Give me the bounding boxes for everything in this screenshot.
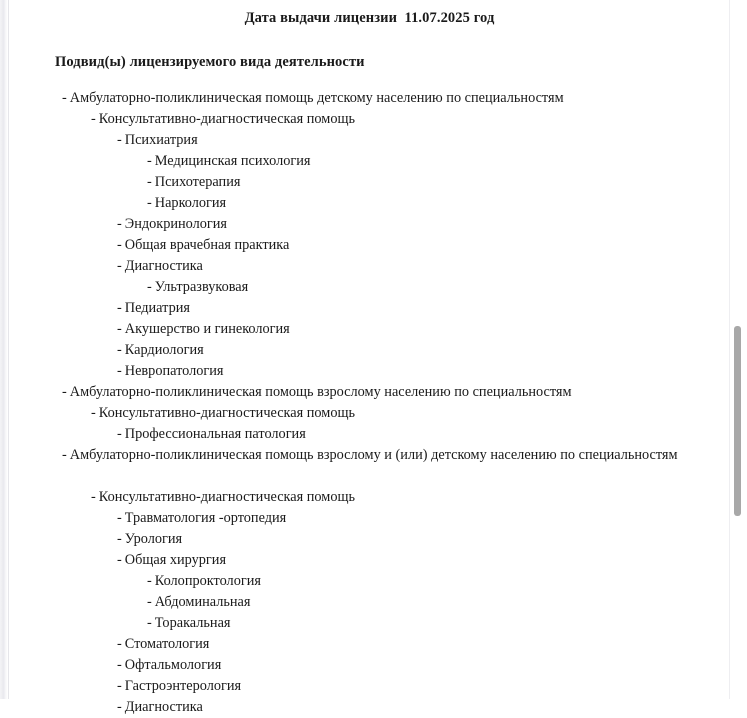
bullet-dash-icon: - (117, 237, 122, 253)
tree-item-label: Амбулаторно-поликлиническая помощь детскому населению по специальностям (69, 90, 564, 106)
tree-item-level-4 (10, 592, 729, 613)
tree-item-label: Психотерапия (154, 174, 241, 190)
tree-item-level-3 (10, 361, 729, 382)
tree-item-label: Кардиология (124, 342, 204, 358)
bullet-dash-icon: - (91, 405, 96, 421)
tree-item-label: Абдоминальная (154, 594, 251, 610)
tree-item-label: Колопроктология (154, 573, 261, 589)
tree-item-label: Общая хирургия (124, 552, 227, 568)
bullet-dash-icon: - (147, 279, 152, 295)
tree-item-level-2 (10, 109, 729, 130)
tree-item-label: Гастроэнтерология (124, 678, 242, 694)
bullet-dash-icon: - (117, 510, 122, 526)
tree-spacer (10, 466, 729, 487)
scrollbar-thumb[interactable] (734, 326, 741, 516)
tree-item-label: Урология (124, 531, 183, 547)
tree-item-level-3 (10, 634, 729, 655)
bullet-dash-icon: - (117, 216, 122, 232)
bullet-dash-icon: - (62, 447, 67, 463)
tree-item-label: Диагностика (124, 699, 203, 715)
bullet-dash-icon: - (147, 174, 152, 190)
tree-item-label: Стоматология (124, 636, 210, 652)
tree-item-level-3 (10, 676, 729, 697)
tree-item-level-3 (10, 256, 729, 277)
tree-item-level-4 (10, 193, 729, 214)
tree-item-level-3 (10, 529, 729, 550)
bullet-dash-icon: - (147, 195, 152, 211)
tree-item-label: Акушерство и гинекология (124, 321, 290, 337)
tree-item-label: Диагностика (124, 258, 203, 274)
tree-item-level-3 (10, 130, 729, 151)
tree-item-label: Ультразвуковая (154, 279, 249, 295)
tree-item-level-3 (10, 340, 729, 361)
section-heading: Подвид(ы) лицензируемого вида деятельности (55, 54, 365, 70)
tree-item-label: Наркология (154, 195, 227, 211)
tree-item-level-1 (10, 445, 729, 466)
tree-item-level-3 (10, 298, 729, 319)
bullet-dash-icon: - (117, 321, 122, 337)
tree-item-label: Эндокринология (124, 216, 228, 232)
tree-item-level-4 (10, 613, 729, 634)
tree-item-level-3 (10, 508, 729, 529)
tree-item-level-3 (10, 319, 729, 340)
bullet-dash-icon: - (117, 426, 122, 442)
bullet-dash-icon: - (117, 363, 122, 379)
bullet-dash-icon: - (117, 258, 122, 274)
page-title: Дата выдачи лицензии 11.07.2025 год (244, 10, 495, 26)
tree-item-level-3 (10, 655, 729, 676)
document-page (10, 0, 729, 715)
tree-item-label: Торакальная (154, 615, 231, 631)
bullet-dash-icon: - (117, 657, 122, 673)
tree-item-label: Невропатология (124, 363, 224, 379)
tree-item-label: Медицинская психология (154, 153, 311, 169)
tree-item-level-4 (10, 172, 729, 193)
tree-item-level-1 (10, 382, 729, 403)
tree-item-level-2 (10, 487, 729, 508)
tree-item-label: Педиатрия (124, 300, 190, 316)
vertical-scrollbar[interactable] (734, 0, 741, 699)
bullet-dash-icon: - (117, 300, 122, 316)
tree-item-label: Консультативно-диагностическая помощь (98, 405, 356, 421)
tree-item-level-2 (10, 403, 729, 424)
tree-item-label: Консультативно-диагностическая помощь (98, 111, 356, 127)
bullet-dash-icon: - (62, 384, 67, 400)
tree-item-level-4 (10, 151, 729, 172)
bullet-dash-icon: - (147, 615, 152, 631)
bullet-dash-icon: - (91, 111, 96, 127)
activity-subtype-tree (10, 71, 729, 718)
bullet-dash-icon: - (147, 573, 152, 589)
bullet-dash-icon: - (117, 342, 122, 358)
tree-item-label: Травматология -ортопедия (124, 510, 287, 526)
tree-item-level-3 (10, 214, 729, 235)
bullet-dash-icon: - (117, 132, 122, 148)
bullet-dash-icon: - (117, 678, 122, 694)
bullet-dash-icon: - (117, 531, 122, 547)
tree-item-level-3 (10, 550, 729, 571)
tree-item-label: Амбулаторно-поликлиническая помощь взрослому и (или) детскому населению по специальностям (69, 447, 678, 463)
tree-item-level-3 (10, 424, 729, 445)
tree-item-label: Амбулаторно-поликлиническая помощь взрослому населению по специальностям (69, 384, 572, 400)
tree-item-level-3 (10, 697, 729, 718)
tree-item-level-4 (10, 277, 729, 298)
tree-item-level-4 (10, 571, 729, 592)
bullet-dash-icon: - (117, 636, 122, 652)
tree-item-label: Офтальмология (124, 657, 222, 673)
tree-item-label: Консультативно-диагностическая помощь (98, 489, 356, 505)
bullet-dash-icon: - (62, 90, 67, 106)
bullet-dash-icon: - (91, 489, 96, 505)
bullet-dash-icon: - (117, 552, 122, 568)
left-gutter (0, 0, 9, 699)
tree-item-label: Общая врачебная практика (124, 237, 290, 253)
bullet-dash-icon: - (147, 594, 152, 610)
tree-item-level-1 (10, 88, 729, 109)
bullet-dash-icon: - (117, 699, 122, 715)
tree-item-level-3 (10, 235, 729, 256)
bullet-dash-icon: - (147, 153, 152, 169)
tree-item-label: Профессиональная патология (124, 426, 306, 442)
tree-item-label: Психиатрия (124, 132, 198, 148)
